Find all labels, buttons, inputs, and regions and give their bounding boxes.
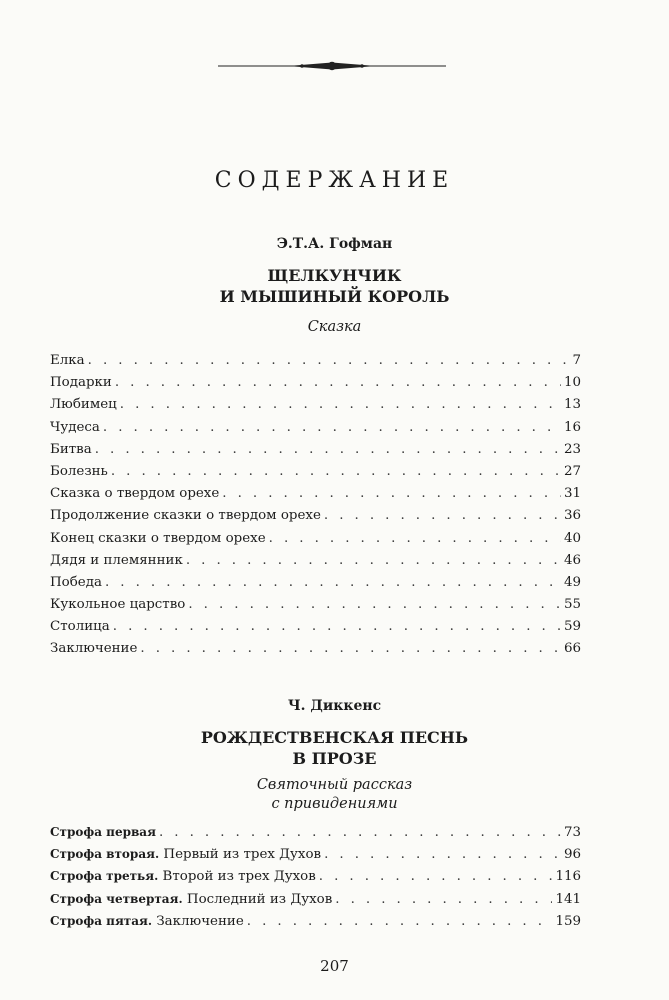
toc-entry-title: Битва <box>50 441 92 457</box>
toc-entry-title: Победа <box>50 574 102 590</box>
dot-leader <box>115 372 561 394</box>
toc-entry-title <box>50 865 316 888</box>
toc-entry[interactable] <box>50 865 581 887</box>
toc-entry-title: Дядя и племянник <box>50 552 183 568</box>
dot-leader <box>188 594 561 616</box>
toc-entry-page: 96 <box>563 847 581 863</box>
toc-entry-page: 141 <box>555 891 581 907</box>
dot-leader <box>186 550 561 572</box>
section-author-dickens <box>0 698 669 714</box>
work-title-line: РОЖДЕСТВЕНСКАЯ ПЕСНЬ <box>200 728 469 747</box>
toc-entry[interactable] <box>50 461 581 483</box>
section-genre-christmas-carol <box>0 776 669 814</box>
stanza-label: Строфа первая <box>50 825 156 839</box>
dot-leader <box>324 844 561 866</box>
dot-leader <box>269 528 561 550</box>
stanza-subtitle: Последний из Духов <box>186 891 333 907</box>
toc-entry-page: 40 <box>563 530 581 546</box>
toc-entry-page: 27 <box>563 463 581 479</box>
toc-entry-page: 46 <box>563 552 581 568</box>
dot-leader <box>140 638 561 660</box>
toc-entry[interactable] <box>50 843 581 865</box>
dot-leader <box>113 616 561 638</box>
toc-entry-title: Кукольное царство <box>50 597 186 613</box>
genre-line: Сказка <box>307 319 362 335</box>
stanza-subtitle: Второй из трех Духов <box>162 869 316 885</box>
page-heading: СОДЕРЖАНИЕ <box>214 168 455 193</box>
toc-entry-title: Чудеса <box>50 419 100 435</box>
work-title-line: В ПРОЗЕ <box>292 749 377 768</box>
toc-entry[interactable] <box>50 372 581 394</box>
toc-entry-page: 49 <box>563 574 581 590</box>
section-title-christmas-carol <box>0 727 669 769</box>
page-number: 207 <box>320 957 349 975</box>
genre-line: с привидениями <box>271 796 398 812</box>
toc-entry[interactable] <box>50 594 581 616</box>
dot-leader <box>105 572 561 594</box>
dot-leader <box>111 461 561 483</box>
toc-entry-page: 31 <box>563 486 581 502</box>
toc-entry-title: Конец сказки о твердом орехе <box>50 530 266 546</box>
toc-entry-title <box>50 843 321 866</box>
toc-entry[interactable] <box>50 888 581 910</box>
toc-entry-page: 23 <box>563 441 581 457</box>
dot-leader <box>120 394 561 416</box>
toc-entry-title: Продолжение сказки о твердом орехе <box>50 508 321 524</box>
toc-entry-title: Столица <box>50 619 110 635</box>
toc-list-nutcracker <box>50 350 581 661</box>
stanza-label: Строфа третья. <box>50 869 159 884</box>
stanza-subtitle: Заключение <box>156 913 244 929</box>
toc-entry[interactable] <box>50 505 581 527</box>
toc-entry[interactable] <box>50 616 581 638</box>
dot-leader <box>222 483 561 505</box>
toc-entry[interactable] <box>50 572 581 594</box>
toc-entry-title: Сказка о твердом орехе <box>50 486 220 502</box>
toc-entry[interactable] <box>50 528 581 550</box>
toc-entry-page: 116 <box>555 869 581 885</box>
toc-entry-page: 16 <box>563 419 581 435</box>
toc-entry[interactable] <box>50 821 581 843</box>
section-author-hoffmann <box>0 236 669 252</box>
toc-entry-page: 10 <box>563 375 581 391</box>
toc-entry-title: Болезнь <box>50 463 108 479</box>
genre-line: Святочный рассказ <box>256 777 413 793</box>
toc-entry-title: Заключение <box>50 641 138 657</box>
dot-leader <box>88 350 570 372</box>
toc-entry-page: 36 <box>563 508 581 524</box>
section-title-nutcracker <box>0 265 669 307</box>
toc-entry[interactable] <box>50 350 581 372</box>
dot-leader <box>103 417 561 439</box>
decorative-rule-ornament <box>218 58 446 74</box>
toc-entry[interactable] <box>50 910 581 932</box>
toc-entry[interactable] <box>50 550 581 572</box>
toc-entry-page: 59 <box>563 619 581 635</box>
toc-entry-title <box>50 910 244 933</box>
author-name: Ч. Диккенс <box>287 698 382 714</box>
dot-leader <box>247 911 553 933</box>
toc-entry-title: Подарки <box>50 375 112 391</box>
stanza-label: Строфа пятая. <box>50 913 153 928</box>
toc-entry-page: 159 <box>555 913 581 929</box>
stanza-subtitle: Первый из трех Духов <box>163 847 322 863</box>
toc-entry-title: Любимец <box>50 397 117 413</box>
stanza-label: Строфа вторая. <box>50 847 160 862</box>
dot-leader <box>159 822 561 844</box>
toc-entry[interactable] <box>50 417 581 439</box>
work-title-line: ЩЕЛКУНЧИК <box>267 266 402 285</box>
dot-leader <box>319 866 553 888</box>
dot-leader <box>95 439 561 461</box>
toc-entry[interactable] <box>50 483 581 505</box>
toc-entry[interactable] <box>50 439 581 461</box>
stanza-label: Строфа четвертая. <box>50 891 183 906</box>
toc-entry-page: 55 <box>563 597 581 613</box>
toc-entry-page: 66 <box>563 641 581 657</box>
toc-entry-title <box>50 888 332 911</box>
work-title-line: И МЫШИНЫЙ КОРОЛЬ <box>219 287 450 306</box>
toc-entry-page: 13 <box>563 397 581 413</box>
toc-entry-title: Елка <box>50 353 85 368</box>
author-name: Э.Т.А. Гофман <box>276 236 393 252</box>
toc-entry-title <box>50 821 156 844</box>
toc-entry-page: 73 <box>563 825 581 840</box>
toc-entry-page: 7 <box>572 353 581 368</box>
toc-list-christmas-carol <box>50 821 581 932</box>
dot-leader <box>335 889 552 911</box>
toc-entry[interactable] <box>50 394 581 416</box>
dot-leader <box>324 505 561 527</box>
section-genre-nutcracker <box>0 318 669 337</box>
toc-entry[interactable] <box>50 638 581 660</box>
